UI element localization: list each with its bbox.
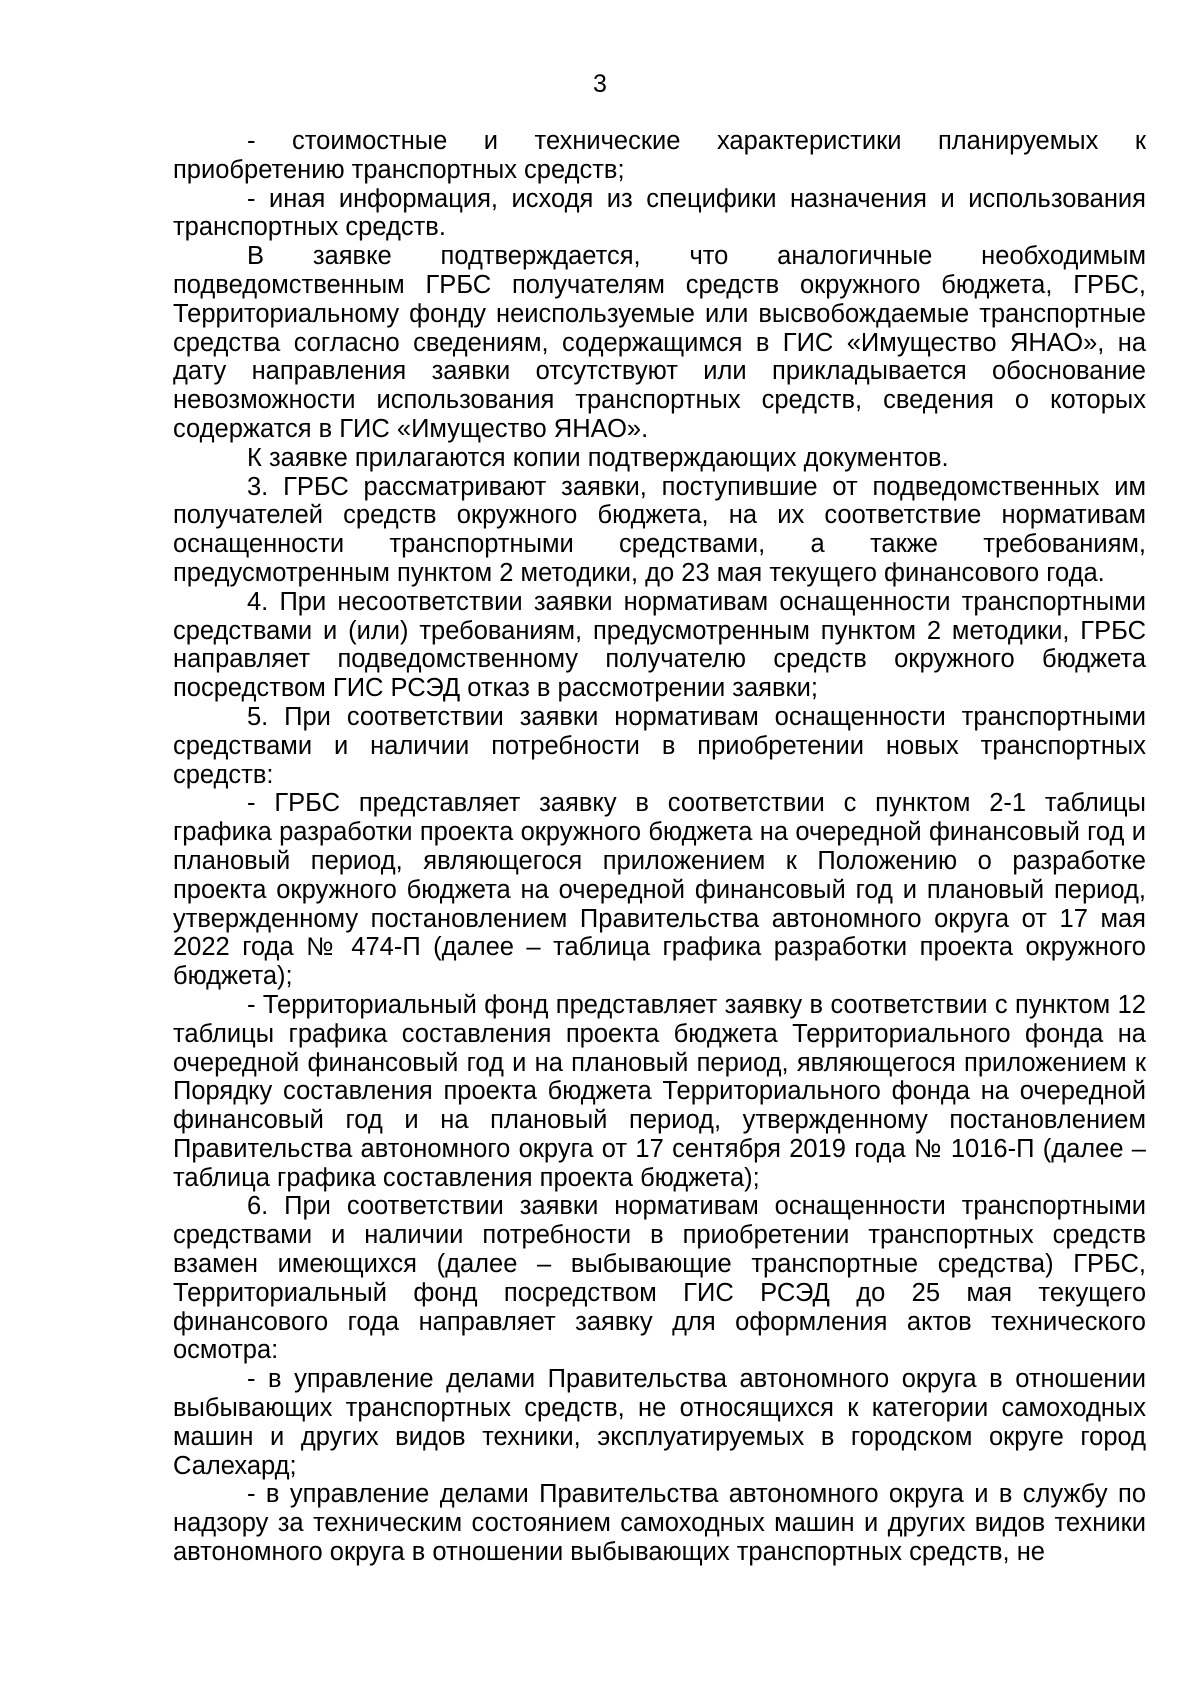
paragraph-item-3: 3. ГРБС рассматривают заявки, поступившие от подведомственных им получателей средств окружного бюджета, на их соответствие нормативам оснащенности транспортными средствами, а также требованиям, предусмотренным пунктом 2 методики, до 23 мая текущего финансового года. — [173, 472, 1146, 587]
paragraph-attached-documents: К заявке прилагаются копии подтверждающих документов. — [247, 443, 949, 472]
paragraph-grbs-submission: - ГРБС представляет заявку в соответствии с пунктом 2-1 таблицы графика разработки проекта окружного бюджета на очередной финансовый год и плановый период, являющегося приложением к Положению о разработке проекта окружного бюджета на очередной финансовый год и плановый период, утвержденному постановлением Правительства автономного округа от 17 мая 2022 года № 474-П (далее – таблица графика разработки проекта окружного бюджета); — [173, 789, 1146, 991]
paragraph-territorial-fund-submission: - Территориальный фонд представляет заявку в соответствии с пунктом 12 таблицы графика составления проекта бюджета Территориального фонда на очередной финансовый год и на плановый период, являющегося приложением к Порядку составления проекта бюджета Территориального фонда на очередной финансовый год и на плановый период, утвержденному постановлением Правительства автономного округа от 17 сентября 2019 года № 1016-П (далее – таблица графика составления проекта бюджета); — [173, 990, 1146, 1192]
document-body — [173, 127, 1146, 1567]
paragraph-administration-and-supervision-service: - в управление делами Правительства автономного округа и в службу по надзору за техническим состоянием самоходных машин и других видов техники автономного округа в отношении выбывающих транспортных средств, не — [173, 1480, 1146, 1567]
paragraph-administration-retiring-vehicles: - в управление делами Правительства автономного округа в отношении выбывающих транспортных средств, не относящихся к категории самоходных машин и других видов техники, эксплуатируемых в городском округе город Салехард; — [173, 1365, 1146, 1480]
paragraph-other-information: - иная информация, исходя из специфики назначения и использования транспортных средств. — [173, 184, 1146, 242]
paragraph-cost-characteristics: - стоимостные и технические характеристики планируемых к приобретению транспортных средств; — [173, 127, 1146, 184]
paragraph-item-6: 6. При соответствии заявки нормативам оснащенности транспортными средствами и наличии потребности в приобретении транспортных средств взамен имеющихся (далее – выбывающие транспортные средства) ГРБС, Территориальный фонд посредством ГИС РСЭД до 25 мая текущего финансового года направляет заявку для оформления актов технического осмотра: — [173, 1192, 1146, 1365]
paragraph-item-5: 5. При соответствии заявки нормативам оснащенности транспортными средствами и наличии потребности в приобретении новых транспортных средств: — [173, 702, 1146, 789]
paragraph-application-confirmation: В заявке подтверждается, что аналогичные необходимым подведомственным ГРБС получателям средств окружного бюджета, ГРБС, Территориальному фонду неиспользуемые или высвобождаемые транспортные средства согласно сведениям, содержащимся в ГИС «Имущество ЯНАО», на дату направления заявки отсутствуют или прикладывается обоснование невозможности использования транспортных средств, сведения о которых содержатся в ГИС «Имущество ЯНАО». — [173, 242, 1146, 443]
page-number: 3 — [593, 70, 607, 98]
paragraph-item-4: 4. При несоответствии заявки нормативам оснащенности транспортными средствами и (или) требованиям, предусмотренным пунктом 2 методики, ГРБС направляет подведомственному получателю средств окружного бюджета посредством ГИС РСЭД отказ в рассмотрении заявки; — [173, 587, 1146, 703]
